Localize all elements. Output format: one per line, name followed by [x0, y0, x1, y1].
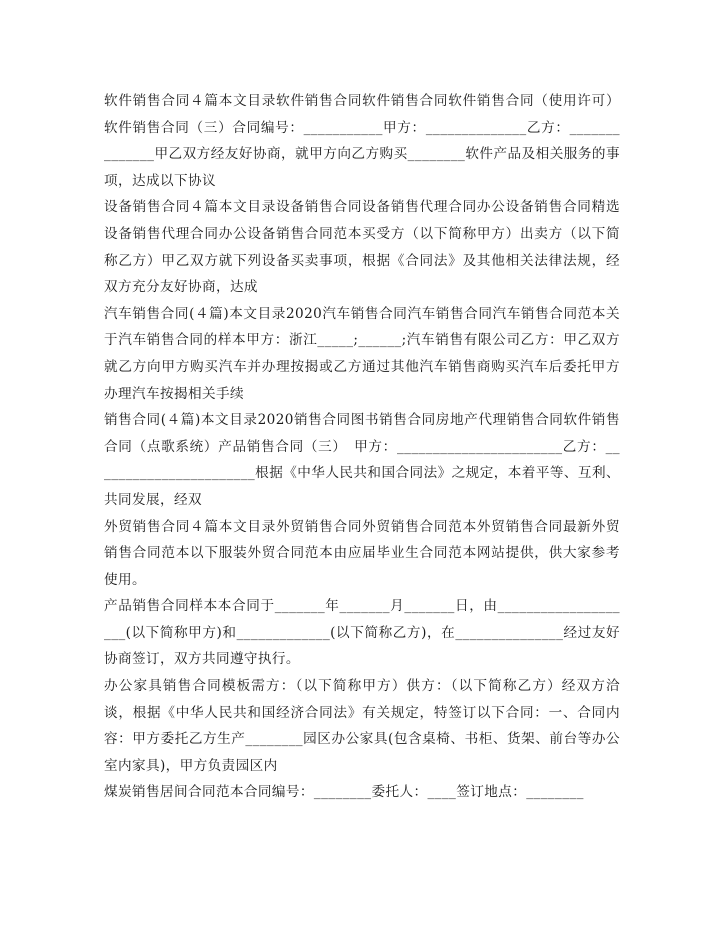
paragraph-foreign-trade-contract: 外贸销售合同４篇本文目录外贸销售合同外贸销售合同范本外贸销售合同最新外贸销售合同范本以下服装外贸合同范本由应届毕业生合同范本网站提供，供大家参考使用。	[104, 518, 620, 588]
paragraph-car-contract: 汽车销售合同(４篇)本文目录2020汽车销售合同汽车销售合同汽车销售合同范本关于汽车销售合同的样本甲方：浙江_____;______;汽车销售有限公司乙方：甲乙双方就乙方向甲方购买汽车并办理按揭或乙方通过其他汽车销售商购买汽车后委托甲方办理汽车按揭相关手续	[104, 305, 620, 402]
document-body	[104, 88, 620, 806]
paragraph-product-sales-contract: 产品销售合同样本本合同于_______年_______月_______日，由____________________(以下简称甲方)和_____________(以下简称乙方)，在_______________经过友好协商签订，双方共同遵守执行。	[104, 598, 620, 668]
paragraph-software-contract: 软件销售合同４篇本文目录软件销售合同软件销售合同软件销售合同（使用许可）软件销售合同（三）合同编号：___________甲方：______________乙方：______________甲乙双方经友好协商，就甲方向乙方购买________软件产品及相关服务的事项，达成以下协议	[104, 93, 620, 189]
paragraph-coal-brokerage-contract: 煤炭销售居间合同范本合同编号：________委托人：____签订地点：________	[104, 784, 584, 801]
paragraph-sales-contract: 销售合同(４篇)本文目录2020销售合同图书销售合同房地产代理销售合同软件销售合同（点歌系统）产品销售合同（三） 甲方：_______________________乙方：_______________________根据《中华人民共和国合同法》之规定，本着平等、互利、共同发展，经双	[104, 412, 620, 508]
paragraph-office-furniture-contract: 办公家具销售合同模板需方：（以下简称甲方）供方：（以下简称乙方）经双方洽谈，根据《中华人民共和国经济合同法》有关规定，特签订以下合同：一、合同内容：甲方委托乙方生产________园区办公家具(包含桌椅、书柜、货架、前台等办公室内家具)，甲方负责园区内	[104, 678, 620, 774]
paragraph-equipment-contract: 设备销售合同４篇本文目录设备销售合同设备销售代理合同办公设备销售合同精选设备销售代理合同办公设备销售合同范本买受方（以下简称甲方）出卖方（以下简称乙方）甲乙双方就下列设备买卖事项，根据《合同法》及其他相关法律法规，经双方充分友好协商，达成	[104, 199, 620, 296]
